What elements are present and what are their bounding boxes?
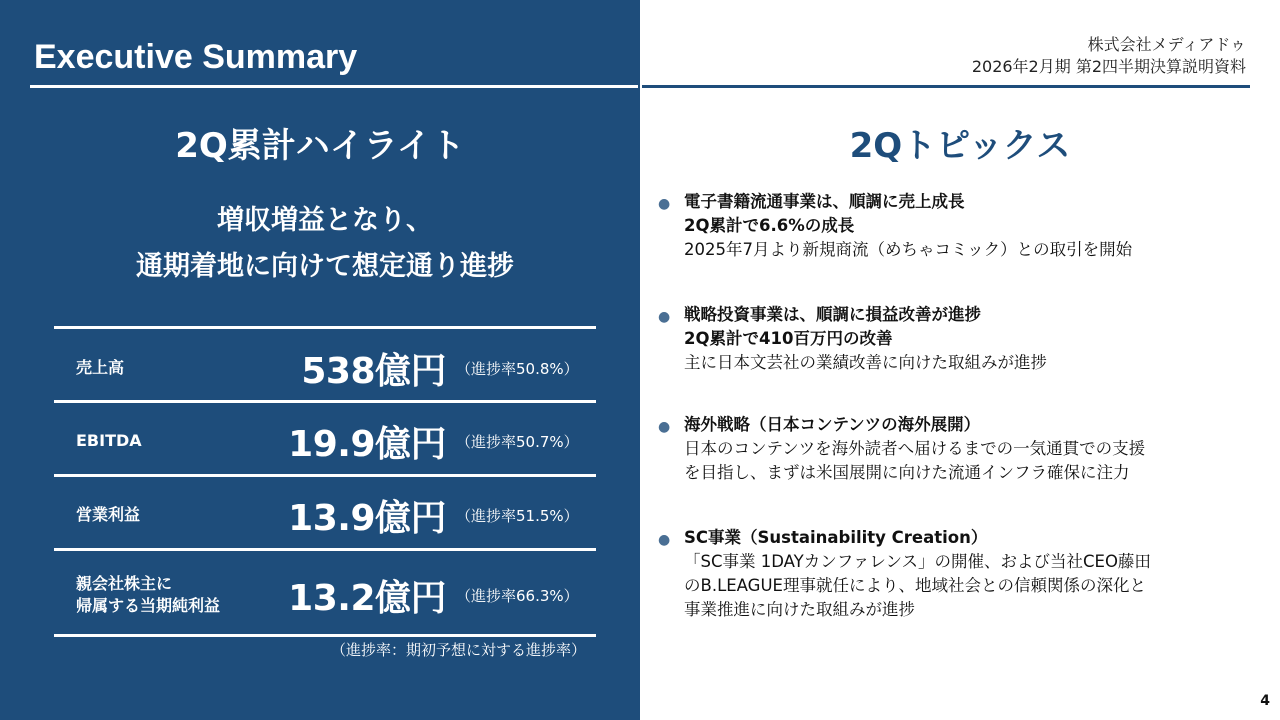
topic-headline: 2Q累計で410百万円の改善 xyxy=(684,329,893,348)
progress-note: （進捗率：期初予想に対する進捗率） xyxy=(330,641,586,659)
topic-detail: を目指し、まずは米国展開に向けた流通インフラ確保に注力 xyxy=(684,463,1130,482)
metric-rate: （進捗率50.7%） xyxy=(456,432,579,451)
topic-body xyxy=(684,413,1258,485)
metric-label-line: 親会社株主に xyxy=(76,574,173,593)
metric-rate: （進捗率50.8%） xyxy=(456,359,579,378)
metric-row-operating-profit xyxy=(54,480,596,550)
metric-row-sales xyxy=(54,333,596,403)
topic-detail: 「SC事業 1DAYカンファレンス」の開催、および当社CEO藤田 xyxy=(684,552,1151,571)
metric-label xyxy=(76,333,124,403)
metric-value: 538億円 xyxy=(301,350,446,392)
metric-value: 19.9億円 xyxy=(288,423,446,465)
metric-divider xyxy=(54,474,596,477)
metric-label xyxy=(76,480,140,550)
company-name: 株式会社メディアドゥ xyxy=(1087,35,1246,54)
metric-label xyxy=(76,560,220,630)
highlights-heading: 2Q累計ハイライト xyxy=(175,126,465,166)
subheading-line: 通期着地に向けて想定通り進捗 xyxy=(136,251,514,282)
topic-body xyxy=(684,190,1258,262)
metric-divider xyxy=(54,634,596,637)
topic-body xyxy=(684,303,1258,375)
metric-divider xyxy=(54,326,596,329)
page-title: Executive Summary xyxy=(34,38,358,76)
topic-headline: 2Q累計で6.6%の成長 xyxy=(684,216,855,235)
bullet-icon: ● xyxy=(658,419,671,435)
subheading-line: 増収増益となり、 xyxy=(217,205,433,236)
highlights-subheading xyxy=(0,198,650,290)
metric-divider xyxy=(54,548,596,551)
metric-rate: （進捗率66.3%） xyxy=(456,586,579,605)
document-title: 2026年2月期 第2四半期決算説明資料 xyxy=(971,57,1246,76)
bullet-icon: ● xyxy=(658,196,671,212)
company-info xyxy=(972,34,1246,78)
topic-detail: 日本のコンテンツを海外読者へ届けるまでの一気通貫での支援 xyxy=(684,439,1146,458)
topic-body xyxy=(684,526,1258,622)
metric-label-line: 売上高 xyxy=(76,358,125,377)
bullet-icon: ● xyxy=(658,532,671,548)
topics-heading: 2Qトピックス xyxy=(849,126,1071,166)
metric-label-line: EBITDA xyxy=(76,431,142,450)
metric-rate: （進捗率51.5%） xyxy=(456,506,579,525)
metric-label-line: 帰属する当期純利益 xyxy=(76,596,221,615)
header-divider-left xyxy=(30,85,638,88)
metric-divider xyxy=(54,400,596,403)
topic-headline: 戦略投資事業は、順調に損益改善が進捗 xyxy=(684,305,981,324)
metric-label xyxy=(76,406,142,476)
topic-headline: 海外戦略（日本コンテンツの海外展開） xyxy=(684,415,981,434)
metric-label-line: 営業利益 xyxy=(76,505,141,524)
metric-value: 13.2億円 xyxy=(288,577,446,619)
metric-row-ebitda xyxy=(54,406,596,476)
header-divider-right xyxy=(642,85,1250,88)
topic-detail: 主に日本文芸社の業績改善に向けた取組みが進捗 xyxy=(684,353,1047,372)
topic-headline: 電子書籍流通事業は、順調に売上成長 xyxy=(684,192,965,211)
topic-detail: 事業推進に向けた取組みが進捗 xyxy=(684,600,915,619)
topic-detail: のB.LEAGUE理事就任により、地域社会との信頼関係の深化と xyxy=(684,576,1146,595)
page-number: 4 xyxy=(1260,693,1270,709)
topic-headline: SC事業（Sustainability Creation） xyxy=(684,528,988,547)
topic-detail: 2025年7月より新規商流（めちゃコミック）との取引を開始 xyxy=(684,240,1133,259)
metric-value: 13.9億円 xyxy=(288,497,446,539)
bullet-icon: ● xyxy=(658,309,671,325)
metric-row-net-income xyxy=(54,560,596,630)
